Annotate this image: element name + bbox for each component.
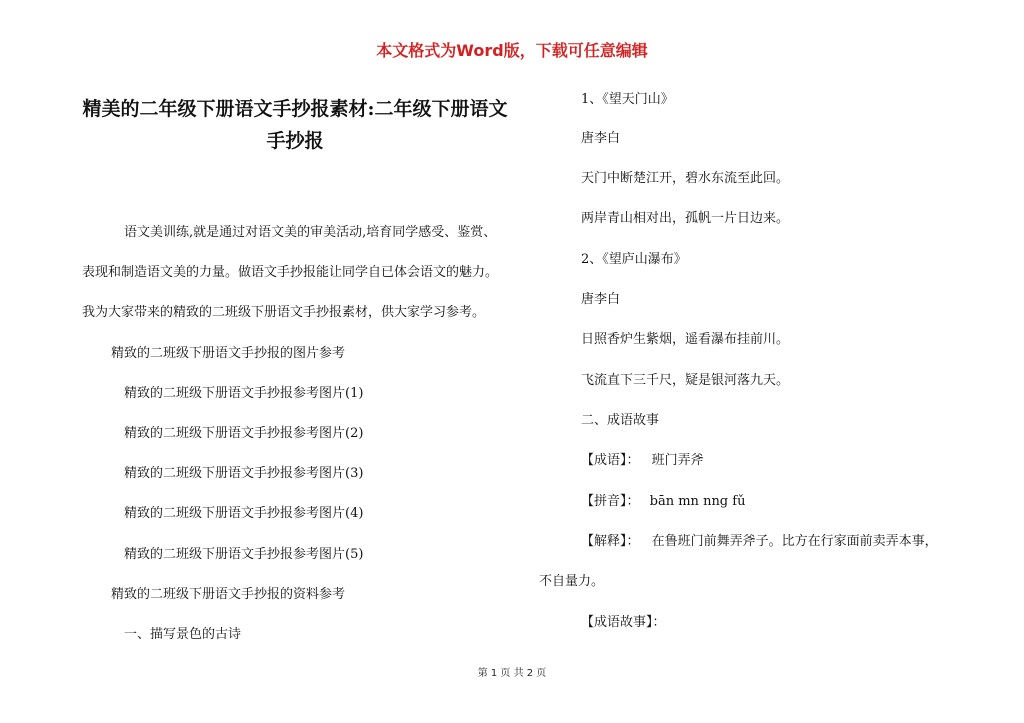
explanation-row xyxy=(581,530,938,549)
poem-1-line-1: 天门中断楚江开，碧水东流至此回。 xyxy=(581,171,790,186)
image-reference-item: 精致的二班级下册语文手抄报参考图片(3) xyxy=(124,466,364,481)
poem-1-line-2: 两岸青山相对出，孤帆一片日边来。 xyxy=(581,211,790,226)
explanation-value: 在鲁班门前舞弄斧子。比方在行家面前卖弄本事， xyxy=(651,534,938,549)
pinyin-label: 【拼音】： xyxy=(581,494,640,509)
intro-line-2: 表现和制造语文美的力量。做语文手抄报能让同学自已体会语文的魅力。 xyxy=(82,265,499,280)
resource-reference-heading: 精致的二班级下册语文手抄报的资料参考 xyxy=(111,587,346,602)
idiom-label: 【成语】： xyxy=(581,453,640,468)
image-reference-item: 精致的二班级下册语文手抄报参考图片(4) xyxy=(124,506,364,521)
poem-2-line-2: 飞流直下三千尺，疑是银河落九天。 xyxy=(581,373,790,388)
image-reference-item: 精致的二班级下册语文手抄报参考图片(2) xyxy=(124,426,364,441)
document-title xyxy=(60,93,530,157)
idiom-row xyxy=(581,449,704,468)
explanation-continuation: 不自量力。 xyxy=(539,574,605,589)
poem-1-author: 唐李白 xyxy=(581,131,621,146)
idiom-story-label: 【成语故事】： xyxy=(581,615,666,630)
poem-2-line-1: 日照香炉生紫烟，遥看瀑布挂前川。 xyxy=(581,332,790,347)
title-line-2: 手抄报 xyxy=(266,130,324,152)
word-format-banner: 本文格式为Word版，下载可任意编辑 xyxy=(376,41,648,60)
section-heading-poems: 一、描写景色的古诗 xyxy=(124,627,242,642)
pinyin-row xyxy=(581,490,745,509)
image-reference-heading: 精致的二班级下册语文手抄报的图片参考 xyxy=(111,346,346,361)
explanation-label: 【解释】： xyxy=(581,534,640,549)
title-line-1: 精美的二年级下册语文手抄报素材:二年级下册语文 xyxy=(82,98,508,120)
section-heading-idiom-story: 二、成语故事 xyxy=(581,413,660,428)
idiom-value: 班门弄斧 xyxy=(651,453,704,468)
image-reference-item: 精致的二班级下册语文手抄报参考图片(1) xyxy=(124,386,364,401)
image-reference-item: 精致的二班级下册语文手抄报参考图片(5) xyxy=(124,547,364,562)
intro-line-1: 语文美训练,就是通过对语文美的审美活动,培育同学感受、鉴赏、 xyxy=(124,225,497,240)
poem-2-title: 2、《望庐山瀑布》 xyxy=(581,252,687,267)
pinyin-value: bān mn nng fǔ xyxy=(649,494,746,509)
intro-line-3: 我为大家带来的精致的二班级下册语文手抄报素材，供大家学习参考。 xyxy=(82,305,486,320)
page-footer: 第 1 页 共 2 页 xyxy=(477,668,547,679)
poem-1-title: 1、《望天门山》 xyxy=(581,92,674,107)
poem-2-author: 唐李白 xyxy=(581,292,621,307)
